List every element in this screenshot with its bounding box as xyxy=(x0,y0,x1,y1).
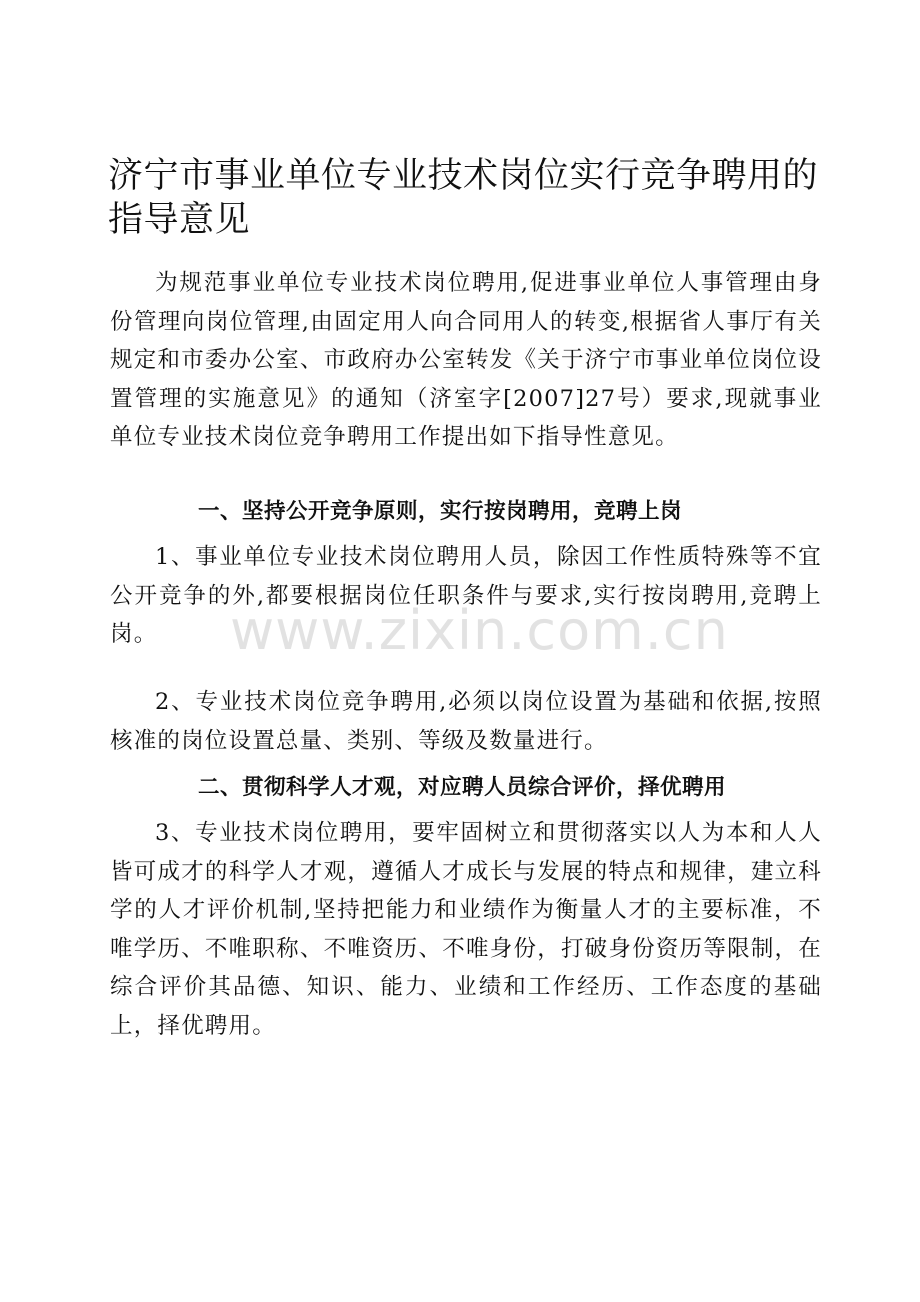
section-heading-1: 一、坚持公开竞争原则，实行按岗聘用，竞聘上岗 xyxy=(198,499,683,524)
section1-item-2: 2、专业技术岗位竞争聘用,必须以岗位设置为基础和依据,按照核准的岗位设置总量、类别、等级及数量进行。 xyxy=(110,689,822,754)
watermark: www.zixin.com.cn xyxy=(230,599,729,662)
section-heading-2: 二、贯彻科学人才观，对应聘人员综合评价，择优聘用 xyxy=(198,775,727,800)
document-title: 济宁市事业单位专业技术岗位实行竞争聘用的指导意见 xyxy=(108,156,819,240)
section1-item-1: 1、事业单位专业技术岗位聘用人员，除因工作性质特殊等不宜公开竞争的外,都要根据岗位任职条件与要求,实行按岗聘用,竞聘上岗。 xyxy=(110,544,822,647)
section2-item-3: 3、专业技术岗位聘用，要牢固树立和贯彻落实以人为本和人人皆可成才的科学人才观，遵循人才成长与发展的特点和规律，建立科学的人才评价机制,坚持把能力和业绩作为衡量人才的主要标准，不唯学历、不唯职称、不唯资历、不唯身份，打破身份资历等限制，在综合评价其品德、知识、能力、业绩和工作经历、工作态度的基础上，择优聘用。 xyxy=(110,820,822,1039)
intro-paragraph: 为规范事业单位专业技术岗位聘用,促进事业单位人事管理由身份管理向岗位管理,由固定用人向合同用人的转变,根据省人事厅有关规定和市委办公室、市政府办公室转发《关于济宁市事业单位岗位设置管理的实施意见》的通知（济室字[2007]27号）要求,现就事业单位专业技术岗位竞争聘用工作提出如下指导性意见。 xyxy=(110,270,822,450)
